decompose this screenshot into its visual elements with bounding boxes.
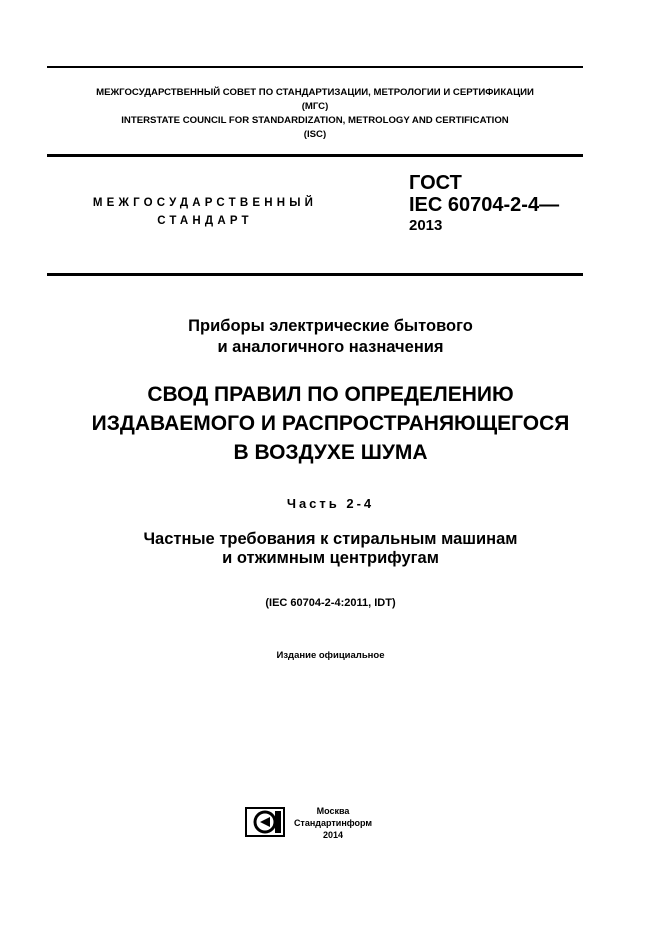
standard-type-line1: МЕЖГОСУДАРСТВЕННЫЙ xyxy=(92,197,318,209)
document-title xyxy=(0,380,661,467)
part-title xyxy=(0,530,661,568)
designation-rule xyxy=(47,273,583,276)
part-label: Часть 2-4 xyxy=(286,496,375,511)
publisher-city: Москва xyxy=(316,806,350,816)
council-name-ru: МЕЖГОСУДАРСТВЕННЫЙ СОВЕТ ПО СТАНДАРТИЗАЦИИ, МЕТРОЛОГИИ И СЕРТИФИКАЦИИ xyxy=(96,87,534,98)
publisher-info xyxy=(293,805,373,841)
standard-type xyxy=(60,194,350,230)
standard-number: IEC 60704-2-4— xyxy=(409,194,560,216)
title-line1: СВОД ПРАВИЛ ПО ОПРЕДЕЛЕНИЮ xyxy=(147,383,514,406)
standard-year: 2013 xyxy=(409,217,443,234)
gost-label: ГОСТ xyxy=(409,172,462,194)
council-name-en: INTERSTATE COUNCIL FOR STANDARDIZATION, METROLOGY AND CERTIFICATION xyxy=(121,115,509,126)
council-abbr-en: (ISC) xyxy=(303,129,327,140)
subtitle-line2: и аналогичного назначения xyxy=(217,338,444,356)
publisher-year: 2014 xyxy=(322,830,344,840)
title-line2: ИЗДАВАЕМОГО И РАСПРОСТРАНЯЮЩЕГОСЯ xyxy=(91,412,570,435)
document-subtitle xyxy=(0,316,661,358)
council-abbr-ru: (МГС) xyxy=(301,101,329,112)
standard-designation xyxy=(409,172,559,236)
council-rule xyxy=(47,154,583,157)
part-title-line1: Частные требования к стиральным машинам xyxy=(143,530,518,548)
iec-reference: (IEC 60704-2-4:2011, IDT) xyxy=(265,597,396,609)
edition-label: Издание официальное xyxy=(276,650,385,661)
standartinform-logo-icon xyxy=(245,807,285,837)
standard-type-line2: СТАНДАРТ xyxy=(157,215,253,227)
top-rule xyxy=(47,66,583,68)
council-header xyxy=(47,86,583,142)
subtitle-line1: Приборы электрические бытового xyxy=(188,317,473,335)
title-line3: В ВОЗДУХЕ ШУМА xyxy=(233,441,428,464)
publisher-name: Стандартинформ xyxy=(293,818,373,828)
part-title-line2: и отжимным центрифугам xyxy=(222,549,439,567)
